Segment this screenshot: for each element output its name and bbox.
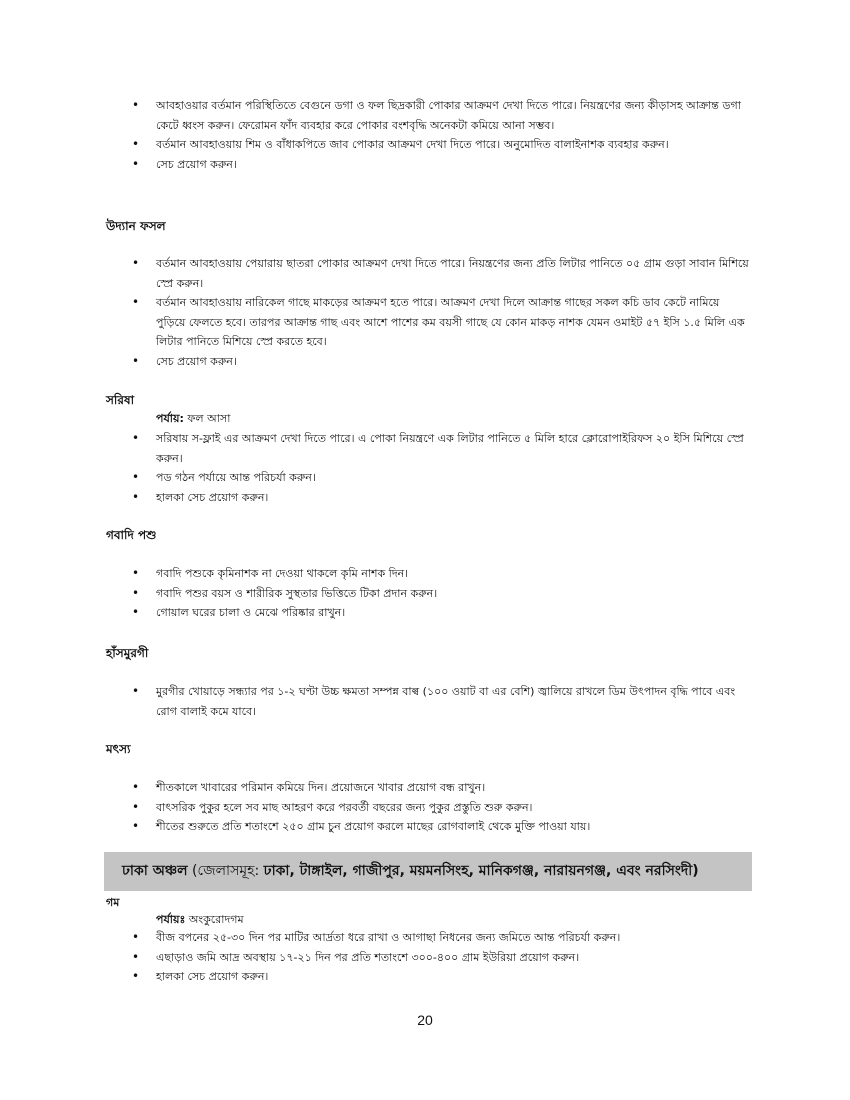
wheat-list [0,928,850,987]
livestock-list [0,564,850,623]
section-heading-poultry: হাঁসমুরগী [106,646,149,660]
list-item: • বীজ বপনের ২৫-৩০ দিন পর মাটির আর্দ্রতা ধরে রাখা ও আগাছা নিধনের জন্য জমিতে আন্ত পরিচর্যা করুন। [0,928,850,948]
mustard-list [0,429,850,507]
poultry-list [0,682,850,721]
section-heading-mustard: সরিষা [106,393,135,407]
stage-label: পর্যায়ঃ [156,913,186,926]
list-item: • বর্তমান আবহাওয়ায় শিম ও বাঁধাকপিতে জাব পোকার আক্রমণ দেখা দিতে পারে। অনুমোদিত বালাইনাশক ব্যবহার করুন। [0,135,850,155]
list-item: • বর্তমান আবহাওয়ায় নারিকেল গাছে মাকড়ের আক্রমণ হতে পারে। আক্রমণ দেখা দিলে আক্রান্ত গাছের সকল কচি ডাব কেটে নামিয়ে পুড়িয়ে ফেলতে হবে। তারপর আক্রান্ত গাছ এবং আশে পাশের কম বয়সী গাছে যে কোন মাকড় নাশক যেমন ওমাইট ৫৭ ইসি ১.৫ মিলি এক লিটার পানিতে মিশিয়ে স্প্রে করতে হবে। [0,293,850,352]
intro-list [0,96,850,174]
districts-list: ঢাকা, টাঙ্গাইল, গাজীপুর, ময়মনসিংহ, মানিকগঞ্জ, নারায়নগঞ্জ, এবং নরসিংদী) [263,863,699,879]
list-item: • সরিষায় স-ফ্লাই এর আক্রমণ দেখা দিতে পারে। এ পোকা নিয়ন্ত্রণে এক লিটার পানিতে ৫ মিলি হারে ক্লোরোপাইরিফস ২০ ইসি মিশিয়ে স্প্রে করুন। [0,429,850,468]
list-item: • মুরগীর খোয়াড়ে সন্ধ্যার পর ১-২ ঘণ্টা উচ্চ ক্ষমতা সম্পন্ন বাল্ব (১০০ ওয়াট বা এর বেশি) জ্বালিয়ে রাখলে ডিম উৎপাদন বৃদ্ধি পাবে এবং রোগ বালাই কমে যাবে। [0,682,850,721]
horticulture-list [0,254,850,371]
region-banner [104,852,752,891]
stage-line-wheat [156,910,244,930]
list-item: • পড গঠন পর্যায়ে আন্ত পরিচর্যা করুন। [0,468,850,488]
list-item: • সেচ প্রয়োগ করুন। [0,155,850,175]
section-heading-horticulture: উদ্যান ফসল [106,219,166,233]
list-item: • গবাদি পশুর বয়স ও শারীরিক সুস্থতার ভিত্তিতে টিকা প্রদান করুন। [0,584,850,604]
list-item: • শীতকালে খাবারের পরিমান কমিয়ে দিন। প্রয়োজনে খাবার প্রয়োগ বন্ধ রাখুন। [0,778,850,798]
list-item: • এছাড়াও জমি আদ্র অবস্থায় ১৭-২১ দিন পর প্রতি শতাংশে ৩০০-৪০০ গ্রাম ইউরিয়া প্রয়োগ করুন। [0,948,850,968]
stage-label: পর্যায়: [156,412,184,425]
list-item: • বাৎসরিক পুকুর হলে সব মাছ আহরণ করে পরবর্তী বছরের জন্য পুকুর প্রস্তুতি শুরু করুন। [0,798,850,818]
stage-value: অংকুরোদগম [185,913,244,926]
list-item: • বর্তমান আবহাওয়ায় পেয়ারায় ছাতরা পোকার আক্রমণ দেখা দিতে পারে। নিয়ন্ত্রণের জন্য প্রতি লিটার পানিতে ০৫ গ্রাম গুড়া সাবান মিশিয়ে স্প্রে করুন। [0,254,850,293]
stage-value: ফল আসা [183,412,231,425]
list-item: • সেচ প্রয়োগ করুন। [0,352,850,372]
region-name: ঢাকা অঞ্চল [122,863,188,879]
list-item: • গবাদি পশুকে কৃমিনাশক না দেওয়া থাকলে কৃমি নাশক দিন। [0,564,850,584]
list-item: • হালকা সেচ প্রয়োগ করুন। [0,967,850,987]
list-item: • শীতের শুরুতে প্রতি শতাংশে ২৫০ গ্রাম চুন প্রয়োগ করলে মাছের রোগবালাই থেকে মুক্তি পাওয়া যায়। [0,817,850,837]
fisheries-list [0,778,850,837]
section-heading-wheat: গম [106,896,120,909]
section-heading-livestock: গবাদি পশু [106,528,157,542]
districts-label: (জেলাসমূহ: [187,863,264,879]
section-heading-fisheries: মৎস্য [106,742,131,756]
stage-line-mustard [156,409,230,429]
list-item: • গোয়াল ঘরের চালা ও মেঝে পরিষ্কার রাখুন। [0,603,850,623]
list-item: • আবহাওয়ার বর্তমান পরিস্থিতিতে বেগুনে ডগা ও ফল ছিদ্রকারী পোকার আক্রমণ দেখা দিতে পারে। নিয়ন্ত্রণের জন্য কীড়াসহ আক্রান্ত ডগা কেটে ধ্বংস করুন। ফেরোমন ফাঁদ ব্যবহার করে পোকার বংশবৃদ্ধি অনেকটা কমিয়ে আনা সম্ভব। [0,96,850,135]
page-number: 20 [417,1012,433,1028]
list-item: • হালকা সেচ প্রয়োগ করুন। [0,488,850,508]
